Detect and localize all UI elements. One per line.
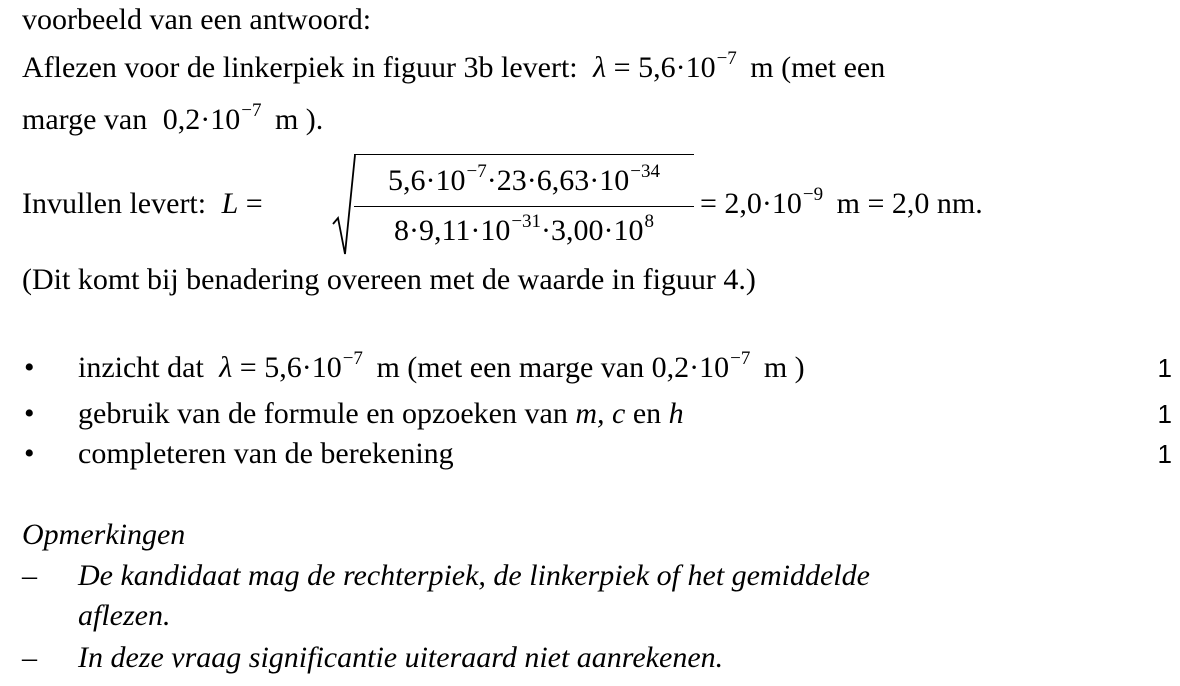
lambda-value: = 5,6·10 [613,51,716,84]
criterion-exp-2: −7 [730,348,751,369]
remark-text: In deze vraag significantie uiteraard niet aanrekenen. [78,641,724,674]
fraction-denominator [354,213,694,253]
num-exp-a: −7 [466,161,487,182]
criterion-lambda: λ [219,351,233,384]
den-exp-a: −31 [511,211,542,232]
margin-exponent: −7 [241,100,262,121]
criterion-italic-m-c: m, c [575,397,626,430]
criterion-exp-1: −7 [342,348,363,369]
result-unit: m = 2,0 nm. [836,187,983,220]
criterion-italic-h: h [668,397,684,430]
fraction-numerator [354,163,694,203]
reading-line [22,50,885,90]
intro-text: voorbeeld van een antwoord: [22,3,372,36]
sqrt-sign-icon [332,154,356,258]
den-part-a: 8·9,11·10 [393,214,511,247]
criterion-value: = 5,6·10 [239,351,342,384]
remark-text: De kandidaat mag de rechterpiek, de linkerpiek of het gemiddelde [78,559,870,592]
margin-text: marge van [22,103,148,136]
remark-2 [22,640,1122,680]
criterion-and: en [632,397,662,430]
criterion-3 [22,436,1180,472]
formula-result [700,186,983,226]
criterion-2 [22,396,1180,432]
dash-icon: – [22,641,37,674]
margin-value: 0,2·10 [162,103,241,136]
formula-block [22,150,1022,260]
lambda-exponent: −7 [716,48,737,69]
criterion-prefix: inzicht dat [78,351,204,384]
bullet-icon: • [24,351,35,384]
formula-eq: = [245,187,263,220]
criterion-score: 1 [1157,353,1172,383]
note-text: (Dit komt bij benadering overeen met de waarde in figuur 4.) [22,263,756,296]
remark-text-continued: aflezen. [78,599,171,632]
criterion-score: 1 [1157,439,1172,469]
criterion-prefix: gebruik van de formule en opzoeken van [78,397,568,430]
criterion-text: completeren van de berekening [78,437,454,470]
criterion-text [78,396,684,432]
den-part-b: ·3,00·10 [541,214,644,247]
margin-line [22,102,323,142]
num-part-a: 5,6·10 [388,164,466,197]
criterion-text [78,350,805,390]
dash-icon: – [22,559,37,592]
bullet-icon: • [24,437,35,470]
remarks-heading: Opmerkingen [22,518,186,551]
formula-var: L [221,187,239,220]
num-part-b: ·23·6,63·10 [486,164,630,197]
radicand [354,154,694,251]
num-exp-b: −34 [630,161,660,182]
den-exp-b: 8 [644,211,655,232]
criterion-suffix: m ) [763,351,805,384]
reading-text: Aflezen voor de linkerpiek in figuur 3b levert: [22,51,578,84]
lambda-symbol: λ [593,51,607,84]
reading-unit: m (met een [750,51,886,84]
margin-unit: m ). [274,103,324,136]
formula-lead-text: Invullen levert: [22,187,207,220]
result-exponent: −9 [802,184,824,205]
bullet-icon: • [24,397,35,430]
criterion-margin: m (met een marge van 0,2·10 [376,351,730,384]
remark-1 [22,558,1122,638]
criterion-1 [22,350,1180,386]
formula-lead [22,186,263,222]
result-value: = 2,0·10 [700,187,802,220]
fraction-bar [354,206,694,207]
criterion-score: 1 [1157,399,1172,429]
